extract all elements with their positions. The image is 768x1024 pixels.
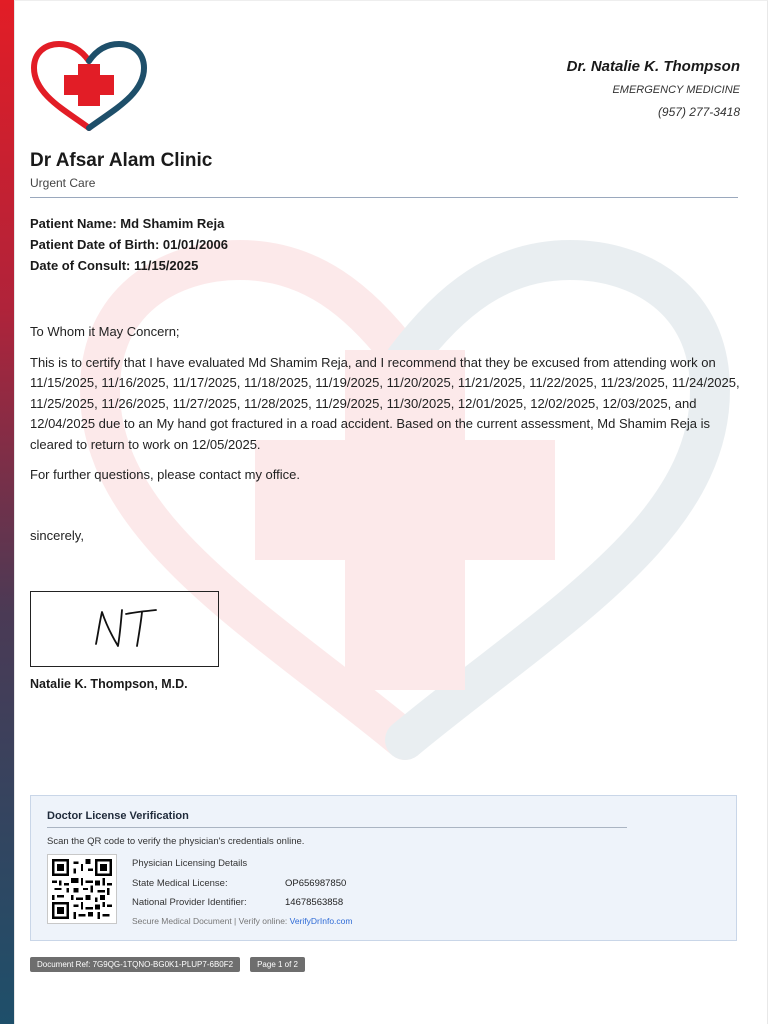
doctor-name: Dr. Natalie K. Thompson: [566, 58, 740, 75]
verification-description: Scan the QR code to verify the physician's credentials online.: [47, 836, 305, 847]
licensing-heading: Physician Licensing Details: [132, 858, 248, 869]
document-ref-badge: Document Ref: 7G9QG-1TQNO-BG0K1-PLUP7-6B0F2: [30, 957, 240, 972]
clinic-logo-icon: [28, 40, 150, 136]
qr-code-icon: [52, 859, 112, 919]
letter-body: [30, 322, 740, 546]
verify-link[interactable]: VerifyDrInfo.com: [289, 916, 353, 926]
npi-label: National Provider Identifier:: [132, 897, 247, 908]
patient-name: Patient Name: Md Shamim Reja: [30, 216, 225, 231]
doctor-header: [567, 58, 740, 119]
verification-footer-text: Secure Medical Document | Verify online:: [132, 916, 290, 926]
signature-box: [30, 591, 219, 667]
consult-date: Date of Consult: 11/15/2025: [30, 258, 199, 273]
qr-code[interactable]: [47, 854, 117, 924]
npi-value: 14678563858: [285, 897, 344, 908]
header-divider: [30, 197, 738, 198]
doctor-specialty: EMERGENCY MEDICINE: [612, 84, 740, 96]
closing: sincerely,: [30, 527, 84, 543]
state-license-label: State Medical License:: [132, 878, 228, 889]
doctor-phone: (957) 277-3418: [657, 105, 740, 119]
npi-row: [132, 897, 352, 908]
page-number-badge: Page 1 of 2: [250, 957, 305, 972]
licensing-details: [132, 858, 352, 926]
contact-paragraph: For further questions, please contact my office.: [30, 467, 301, 482]
signature-icon: [90, 604, 160, 654]
patient-info: [30, 213, 228, 276]
verification-title: Doctor License Verification: [47, 810, 189, 822]
clinic-type: Urgent Care: [30, 176, 96, 190]
clinic-name: Dr Afsar Alam Clinic: [30, 150, 213, 171]
salutation: To Whom it May Concern;: [30, 324, 180, 339]
side-accent-bar: [0, 0, 14, 1024]
verification-footer: [132, 916, 352, 926]
certification-paragraph: This is to certify that I have evaluated Md Shamim Reja, and I recommend that they be excused from attending work on 11/15/2025, 11/16/2025, 11/17/2025, 11/18/2025, 11/19/2025, 11/20/2025, 11/21/2025, 11/22/2025, 11/23/2025, 11/24/2025, 11/25/2025, 11/26/2025, 11/27/2025, 11/28/2025, 11/29/2025, 11/30/2025, 12/01/2025, 12/02/2025, 12/03/2025, and 12/04/2025 due to an My hand got fractured in a road accident. Based on the current assessment, Md Shamim Reja is cleared to return to work on 12/05/2025.: [30, 354, 740, 452]
clinic-block: [30, 150, 212, 190]
footer-tags: [30, 957, 305, 972]
state-license-row: [132, 878, 352, 889]
patient-dob: Patient Date of Birth: 01/01/2006: [30, 237, 228, 252]
state-license-value: OP656987850: [285, 878, 347, 889]
license-verification-panel: [30, 795, 737, 941]
verification-divider: [47, 827, 627, 828]
signer-name: Natalie K. Thompson, M.D.: [30, 677, 188, 691]
